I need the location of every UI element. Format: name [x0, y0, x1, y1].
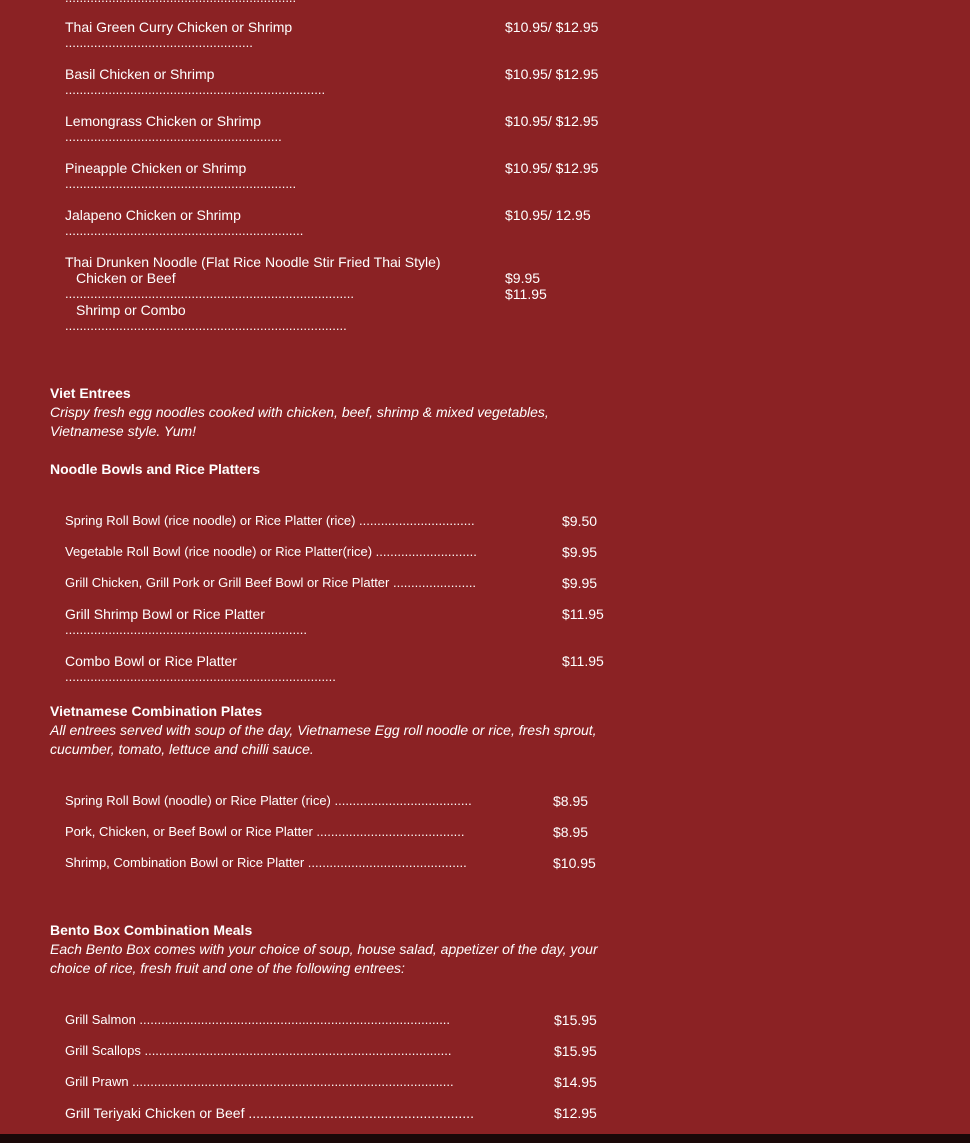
menu-item-dots: ........................................................................	[65, 82, 326, 97]
menu-item-price: $9.95	[562, 544, 598, 560]
menu-item-price: $10.95	[553, 855, 596, 871]
menu-item-name: Grill Salmon ......................................................................................	[65, 1012, 451, 1027]
menu-item-dots: ....................................................	[65, 35, 253, 50]
menu-item-name: Basil Chicken or Shrimp	[65, 66, 215, 82]
menu-item-dots: ................................................................................	[65, 286, 354, 301]
menu-item-name: Grill Prawn .........................................................................................	[65, 1074, 454, 1089]
menu-item-price: $9.95	[562, 575, 598, 591]
menu-item-name: Grill Scallops .....................................................................................	[65, 1043, 452, 1058]
menu-item-dots: ................................................................	[65, 176, 297, 191]
menu-item-price: $9.95	[505, 270, 541, 286]
menu-item-dots: ............................................................	[65, 129, 282, 144]
menu-item-price: $10.95/ $12.95	[505, 19, 599, 35]
menu-item-price: $11.95	[562, 653, 604, 669]
menu-item-price: $14.95	[554, 1074, 597, 1090]
menu-item-price: $10.95/ $12.95	[505, 66, 599, 82]
menu-item-price: $11.95	[505, 286, 547, 302]
section-description: Crispy fresh egg noodles cooked with chicken, beef, shrimp & mixed vegetables, Vietnamese style. Yum!	[50, 404, 549, 439]
menu-item-price: $9.50	[562, 513, 598, 529]
menu-item-dots: ...................................................................	[65, 622, 307, 637]
menu-item-name: Grill Teriyaki Chicken or Beef ..........................................................	[65, 1105, 474, 1121]
section-heading: Vietnamese Combination Plates	[50, 703, 263, 719]
menu-item-option: Chicken or Beef	[76, 270, 176, 286]
menu-item-price: $8.95	[553, 824, 589, 840]
section-heading: Viet Entrees	[50, 385, 131, 401]
menu-item-name: Grill Chicken, Grill Pork or Grill Beef Bowl or Rice Platter .......................	[65, 575, 477, 590]
menu-item-name: Thai Green Curry Chicken or Shrimp	[65, 19, 293, 35]
menu-item-price: $15.95	[554, 1043, 597, 1059]
menu-item-price: $10.95/ $12.95	[505, 113, 599, 129]
menu-item-dots: ..............................................................................	[65, 318, 347, 333]
section-description: All entrees served with soup of the day, Vietnamese Egg roll noodle or rice, fresh sprout, cucumber, tomato, lettuce and chilli sauce.	[50, 722, 597, 757]
menu-item-option: Shrimp or Combo	[76, 302, 186, 318]
menu-item-name: Shrimp, Combination Bowl or Rice Platter ............................................	[65, 855, 467, 870]
menu-item-name: Grill Shrimp Bowl or Rice Platter	[65, 606, 265, 622]
menu-item-name: Combo Bowl or Rice Platter	[65, 653, 237, 669]
menu-item-dots: ..................................................................	[65, 223, 304, 238]
menu-item-name: Lemongrass Chicken or Shrimp	[65, 113, 262, 129]
menu-item-name: Spring Roll Bowl (noodle) or Rice Platter (rice) ......................................	[65, 793, 472, 808]
menu-item-name: Jalapeno Chicken or Shrimp	[65, 207, 241, 223]
menu-item-price: $8.95	[553, 793, 589, 809]
menu-item-price: $15.95	[554, 1012, 597, 1028]
menu-item-price: $11.95	[562, 606, 604, 622]
menu-item-name: Vegetable Roll Bowl (rice noodle) or Rice Platter(rice) ............................	[65, 544, 477, 559]
menu-item-name: Thai Drunken Noodle (Flat Rice Noodle Stir Fried Thai Style)	[65, 254, 441, 270]
menu-item-price: $10.95/ $12.95	[505, 160, 599, 176]
top-dots	[65, 0, 296, 6]
menu-item-name: Pork, Chicken, or Beef Bowl or Rice Platter .........................................	[65, 824, 465, 839]
section-heading: Bento Box Combination Meals	[50, 922, 253, 938]
menu-item-dots: ...........................................................................	[65, 669, 336, 684]
bottom-bar	[0, 1134, 970, 1143]
section-heading: Noodle Bowls and Rice Platters	[50, 461, 261, 477]
section-description: Each Bento Box comes with your choice of soup, house salad, appetizer of the day, your choice of rice, fresh fruit and one of the following entrees:	[50, 941, 598, 976]
menu-item-price: $12.95	[554, 1105, 597, 1121]
menu-item-price: $10.95/ 12.95	[505, 207, 591, 223]
menu-item-name: Spring Roll Bowl (rice noodle) or Rice Platter (rice) ................................	[65, 513, 475, 528]
menu-item-name: Pineapple Chicken or Shrimp	[65, 160, 247, 176]
